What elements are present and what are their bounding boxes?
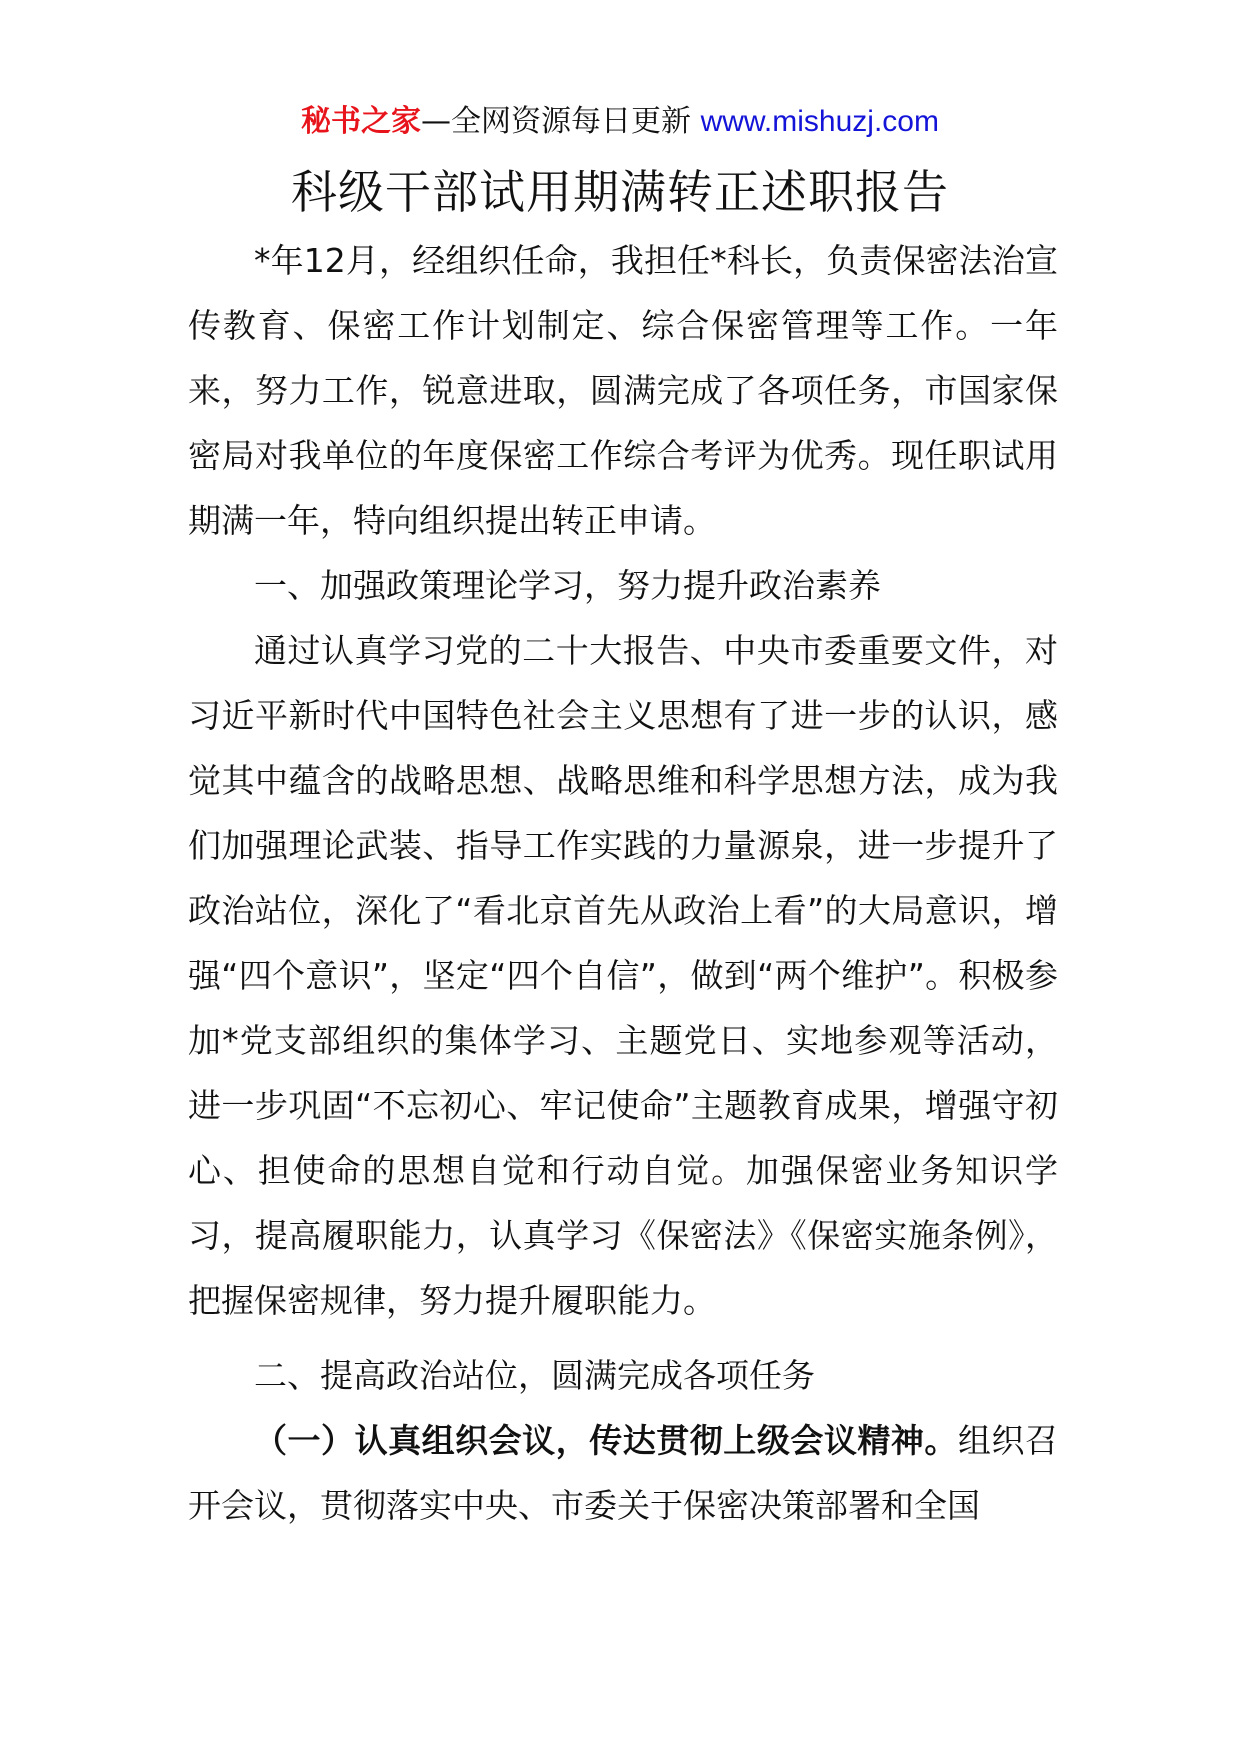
brand-name: 秘书之家 (301, 104, 422, 139)
section-1-paragraph: 通过认真学习党的二十大报告、中央市委重要文件，对习近平新时代中国特色社会主义思想有了进一步的认识，感觉其中蕴含的战略思想、战略思维和科学思想方法，成为我们加强理论武装、指导工作实践的力量源泉，进一步提升了政治站位，深化了“看北京首先从政治上看”的大局意识，增强“四个意识”，坚定“四个自信”，做到“两个维护”。积极参加*党支部组织的集体学习、主题党日、实地参观等活动，进一步巩固“不忘初心、牢记使命”主题教育成果，增强守初心、担使命的思想自觉和行动自觉。加强保密业务知识学习，提高履职能力，认真学习《保密法》《保密实施条例》，把握保密规律，努力提升履职能力。 (188, 631, 1058, 1320)
item-1-text: 组织召开会议，贯彻落实中央、市委关于保密决策部署和全国 (188, 1421, 1059, 1525)
header-tagline: —全网资源每日更新 (421, 104, 701, 139)
document-title: 科级干部试用期满转正述职报告 (291, 165, 949, 219)
item-1-lead: （一）认真组织会议，传达贯彻上级会议精神。 (254, 1421, 958, 1460)
intro-paragraph: *年12月，经组织任命，我担任*科长，负责保密法治宣传教育、保密工作计划制定、综合保密管理等工作。一年来，努力工作，锐意进取，圆满完成了各项任务，市国家保密局对我单位的年度保密工作综合考评为优秀。现任职试用期满一年，特向组织提出转正申请。 (188, 241, 1058, 540)
section-heading-2: 二、提高政治站位，圆满完成各项任务 (254, 1356, 815, 1395)
site-header (0, 100, 1240, 144)
section-heading-1: 一、加强政策理论学习，努力提升政治素养 (254, 566, 881, 605)
website-link[interactable]: www.mishuzj.com (700, 105, 939, 138)
section-2-item-1 (188, 1408, 1058, 1538)
document-body (188, 228, 1058, 1538)
